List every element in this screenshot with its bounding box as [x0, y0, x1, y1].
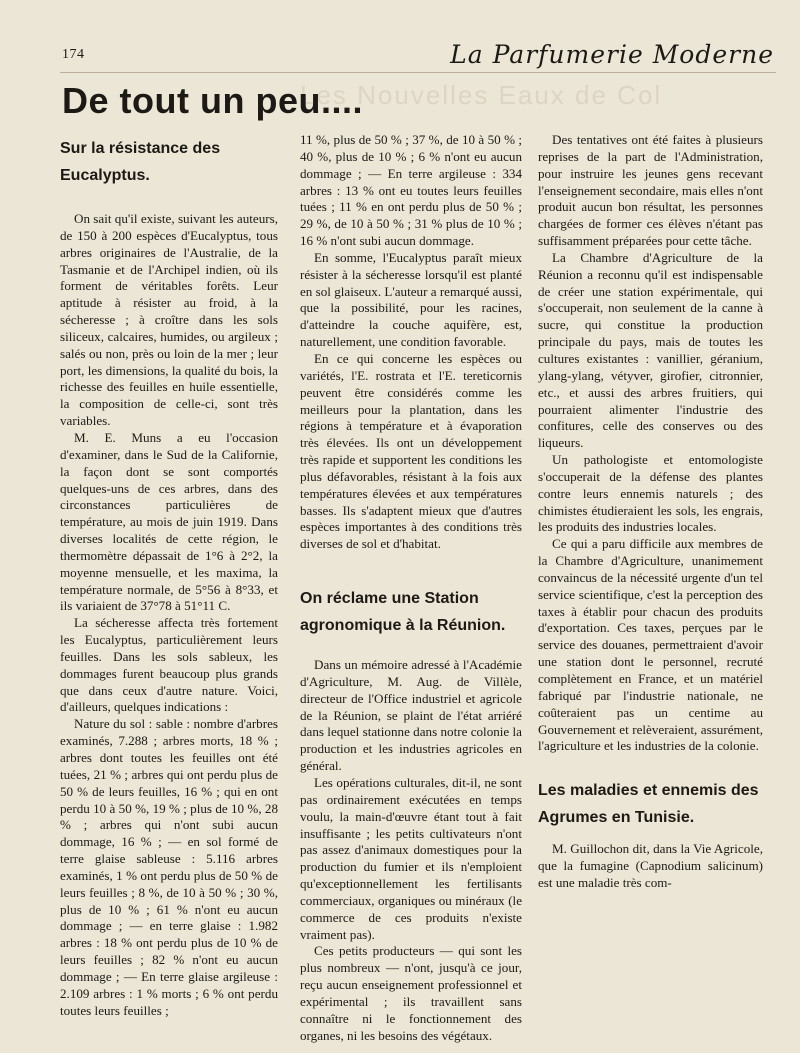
section-heading-reunion: On réclame une Station agronomique à la Réunion. [300, 590, 506, 635]
section-heading-agrumes: Les maladies et ennemis des Agrumes en Tunisie. [538, 782, 759, 827]
paragraph: Les opérations culturales, dit-il, ne sont pas ordinairement exécutées en temps voulu, la main-d'œuvre étant tout à fait insuffisante ; les petits cultivateurs n'ont pas assez d'animaux domestiques pour la production du fumier et ils n'emploient qu'exceptionnellement les fertilisants commerciaux, organiques ou minéraux (le commerce de ces produits n'existe vraiment pas). [300, 775, 522, 942]
paragraph: La Chambre d'Agriculture de la Réunion a reconnu qu'il est indispensable de créer une station expérimentale, qui s'occuperait, non seulement de la canne à sucre, qui constitue la production principale du pays, mais de toutes les cultures existantes : vanillier, géranium, ylang-ylang, vétyver, girofier, citronnier, etc., et aussi des arbres fruitiers, qui pourraient alimenter l'industrie des confitures, celle des conserves ou des liqueurs. [538, 249, 763, 451]
section-heading-eucalyptus: Sur la résistance des Eucalyptus. [60, 140, 221, 184]
column-1 [60, 132, 278, 1018]
paragraph: La sécheresse affecta très fortement les Eucalyptus, particulièrement leurs feuilles. Dans les sols sableux, les dommages furent beaucoup plus grands que dans ceux d'autre nature. Voici, d'ailleurs, quelques indications : [60, 615, 278, 715]
page-number: 174 [62, 47, 85, 62]
paragraph: M. Guillochon dit, dans la Vie Agricole, que la fumagine (Capnodium salicinum) est une maladie très com- [538, 841, 763, 890]
header-rule [60, 72, 776, 73]
paragraph-continued: 11 %, plus de 50 % ; 37 %, de 10 à 50 % ; 40 %, plus de 10 % ; 6 % n'ont eu aucun dommage ; — En terre argileuse : 334 arbres : 13 % ont eu toutes leurs feuilles tuées ; 11 % en ont perdu plus de 50 % ; 29 %, de 10 à 50 % ; 31 % plus de 10 % ; 16 % n'ont subi aucun dommage. [300, 132, 522, 249]
paragraph: Un pathologiste et entomologiste s'occuperait de la défense des plantes contre leurs ennemis naturels ; des chimistes étudieraient les sols, les engrais, les produits des industries locales. [538, 452, 763, 535]
journal-title: La Parfumerie Moderne [450, 40, 774, 69]
paragraph: Nature du sol : sable : nombre d'arbres examinés, 7.288 ; arbres morts, 18 % ; arbres dont toutes les feuilles ont été tuées, 21 % ; arbres qui ont perdu plus de 50 % de leurs feuilles, 16 % ; qui en ont perdu 10 à 50 %, 19 % ; plus de 10 %, 28 % ; arbres qui n'ont subi aucun dommage, 16 % ; — en sol formé de terre glaise sableuse : 5.116 arbres examinés, 1 % ont perdu plus de 50 % de leurs feuilles ; 8 %, de 10 à 50 % ; 30 %, plus de 10 % ; 61 % n'ont eu aucun dommage ; — en terre glaise : 1.982 arbres : 18 % ont perdu plus de 10 % de leurs feuilles ; 82 % n'ont eu aucun dommage ; — En terre glaise argileuse : 2.109 arbres : 1 % morts ; 6 % ont perdu toutes leurs feuilles ; [60, 716, 278, 1018]
paragraph: Des tentatives ont été faites à plusieurs reprises de la part de l'Administration, pour instruire les jeunes gens recevant l'enseignement secondaire, mais elles n'ont produit aucun bon résultat, les personnes chargées de former ces élèves n'étant pas suffisamment préparées pour cette tâche. [538, 132, 763, 249]
paragraph: M. E. Muns a eu l'occasion d'examiner, dans le Sud de la Californie, la façon dont se sont comportés quelques-uns de ces arbres, dans des circonstances particulières de température, au mois de juin 1919. Dans diverses localités de cette région, le thermomètre dépassait de 1°6 à 2°2, la moyenne mensuelle, et les maxima, la température normale, de 5°56 à 8°33, et ils variaient de 37°78 à 51°11 C. [60, 429, 278, 614]
paragraph: Ces petits producteurs — qui sont les plus nombreux — n'ont, jusqu'à ce jour, reçu aucun enseignement professionnel et expérimental ; ils travaillent sans connaître ni le fonctionnement des organes, ni les besoins des végétaux. [300, 943, 522, 1043]
paragraph: Dans un mémoire adressé à l'Académie d'Agriculture, M. Aug. de Villèle, directeur de l'Office industriel et agricole de la Réunion, se plaint de l'état arriéré dans lequel stationne dans notre colonie la production et les industries agricoles en général. [300, 657, 522, 774]
paragraph: Ce qui a paru difficile aux membres de la Chambre d'Agriculture, unanimement convaincus de la nécessité urgente d'un tel service scientifique, c'est la perception des taxes à établir pour chacun des produits d'exportation. Ces taxes, perçues par le service des douanes, permettraient d'avoir une station dont le personnel, recruté complètement en France, et un matériel fabriqué par l'industrie nationale, ne coûteraient pas un centime au Gouvernement et relèveraient, assurément, l'agriculture et les industries de la colonie. [538, 536, 763, 754]
bleed-through-text: Les Nouvelles Eaux de Col [300, 80, 663, 110]
page-title: De tout un peu.... [62, 80, 363, 121]
column-3 [538, 132, 763, 1012]
column-2 [300, 132, 522, 1043]
paragraph: En somme, l'Eucalyptus paraît mieux résister à la sécheresse lorsqu'il est planté en sol glaiseux. L'auteur a remarqué aussi, que la possibilité, pour les racines, d'atteindre la couche aquifère, est, naturellement, une condition favorable. [300, 249, 522, 350]
paragraph: On sait qu'il existe, suivant les auteurs, de 150 à 200 espèces d'Eucalyptus, tous arbres originaires de l'Australie, de la Tasmanie et de l'Archipel indien, où ils forment de véritables forêts. Leur aptitude à résister au froid, à la sécheresse ; à croître dans les sols siliceux, calcaires, humides, ou argileux ; salés ou non, près ou loin de la mer ; leur port, les dimensions, la qualité du bois, la richesse des feuilles en huile essentielle, la composition de celle-ci, sont très variables. [60, 211, 278, 429]
paragraph: En ce qui concerne les espèces ou variétés, l'E. rostrata et l'E. tereticornis peuvent être considérés comme les meilleurs pour la plantation, dans les régions à température et à évaporation très élevées. Ils ont un développement très rapide et supportent les conditions les plus défavorables, résistant à la fois aux températures élevées et aux températures basses. Ils s'adaptent mieux que d'autres espèces importantes à des conditions très diverses de sol et d'habitat. [300, 350, 522, 552]
